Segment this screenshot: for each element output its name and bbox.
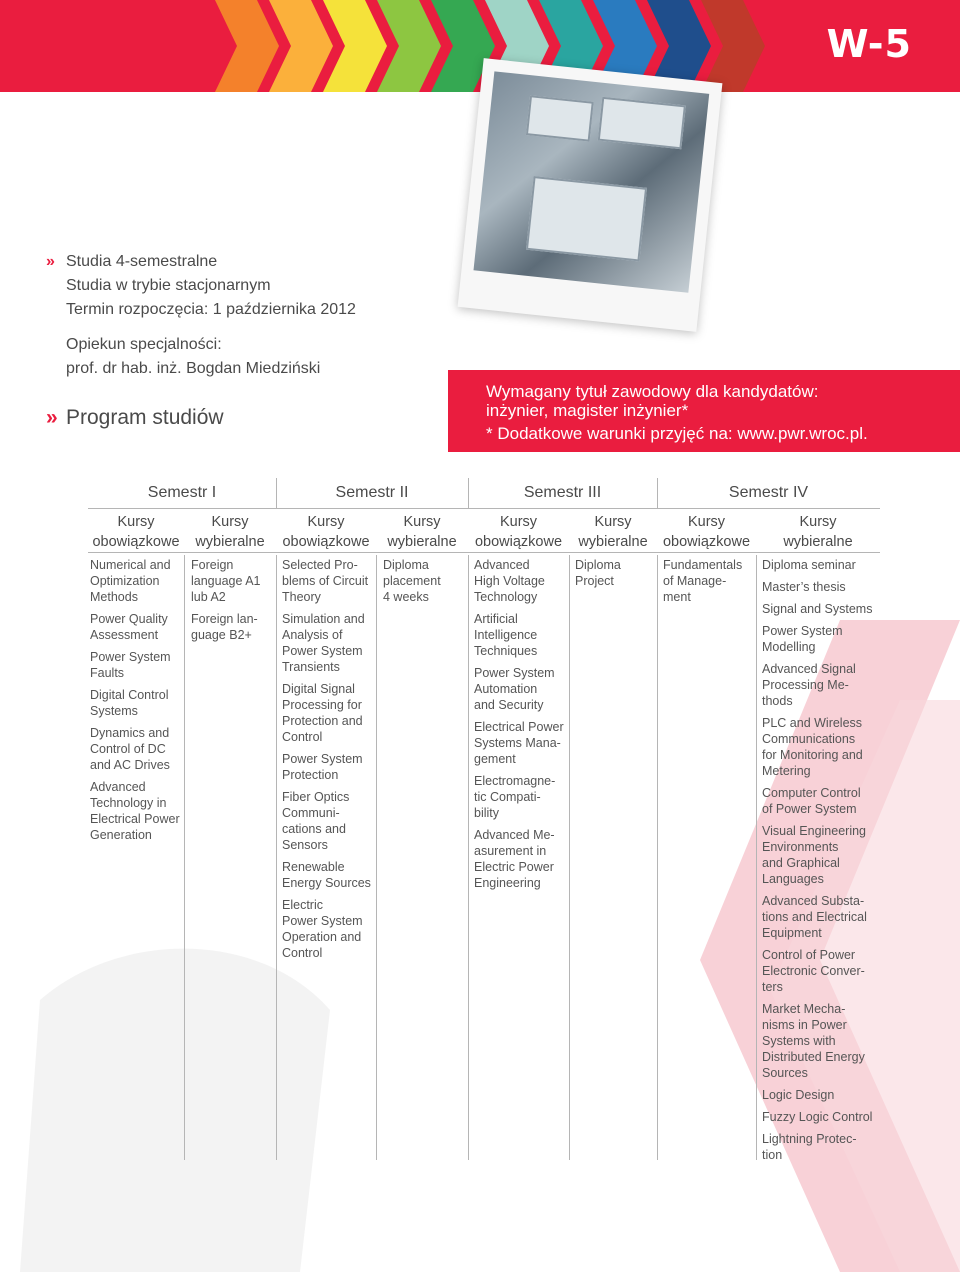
course-item: Numerical and Optimization Methods (90, 558, 171, 604)
course-item: Diploma Project (575, 558, 621, 588)
course-item: Advanced Me- asurement in Electric Power Engineering (474, 828, 555, 890)
requirements-line: Wymagany tytuł zawodowy dla kandydatów: (486, 382, 819, 401)
laboratory-photo (458, 58, 723, 332)
course-item: Selected Pro- blems of Circuit Theory (282, 558, 369, 604)
course-item: Digital Control Systems (90, 688, 169, 718)
header-divider (88, 508, 880, 509)
course-column (762, 557, 880, 1169)
course-item: Fiber Optics Communi- cations and Sensors (282, 790, 350, 852)
page-badge: W-5 (826, 22, 912, 66)
semester-divider (657, 478, 658, 508)
course-item: Master’s thesis (762, 580, 846, 594)
course-item: Renewable Energy Sources (282, 860, 371, 890)
course-item: Advanced Signal Processing Me- thods (762, 662, 856, 708)
requirements-link[interactable]: * Dodatkowe warunki przyjęć na: www.pwr.wroc.pl. (486, 424, 868, 443)
course-item: Foreign language A1 lub A2 (191, 558, 261, 604)
course-item: Logic Design (762, 1088, 835, 1102)
course-item: Lightning Protec- tion (762, 1132, 857, 1162)
course-column (282, 557, 376, 967)
program-title: » Program studiów (46, 406, 224, 429)
course-column (474, 557, 568, 897)
column-header: Kursy obowiązkowe (282, 514, 370, 550)
semester-heading: Semestr II (335, 484, 409, 501)
course-item: Power System Automation and Security (474, 666, 555, 712)
course-item: Electric Power System Operation and Control (282, 898, 363, 960)
course-item: Market Mecha- nisms in Power Systems with Distributed Energy Sources (762, 1002, 865, 1080)
column-header: Kursy wybieralne (783, 514, 853, 550)
course-item: Simulation and Analysis of Power System Transients (282, 612, 365, 674)
course-item: Advanced Technology in Electrical Power Generation (90, 780, 180, 842)
study-info-line: Studia w trybie stacjonarnym (66, 277, 271, 294)
requirements-line: inżynier, magister inżynier* (486, 401, 689, 420)
course-item: Advanced Substa- tions and Electrical Equipment (762, 894, 867, 940)
course-item: Electromagne- tic Compati- bility (474, 774, 556, 820)
course-item: Power System Protection (282, 752, 363, 782)
course-column (383, 557, 471, 611)
column-divider (756, 555, 757, 1160)
column-header: Kursy obowiązkowe (92, 514, 180, 550)
course-column (191, 557, 279, 649)
semester-heading: Semestr I (147, 484, 217, 501)
course-item: Visual Engineering Environments and Graphical Languages (762, 824, 867, 886)
study-info-line: Termin rozpoczęcia: 1 października 2012 (66, 301, 356, 318)
course-item: Artificial Intelligence Techniques (474, 612, 538, 658)
study-info (46, 250, 356, 381)
course-item: Dynamics and Control of DC and AC Drives (90, 726, 170, 772)
semester-heading: Semestr IV (728, 484, 809, 501)
requirements-box (448, 370, 960, 452)
oscilloscope-image (473, 71, 709, 292)
course-column (663, 557, 757, 611)
course-item: Diploma placement 4 weeks (383, 558, 441, 604)
column-divider (657, 555, 658, 1160)
semester-divider (276, 478, 277, 508)
double-chevron-icon: » (46, 406, 58, 429)
column-divider (569, 555, 570, 1160)
double-chevron-icon: » (46, 253, 55, 270)
semester-heading: Semestr III (523, 484, 602, 501)
course-item: Digital Signal Processing for Protection and Control (282, 682, 363, 744)
supervisor-label: Opiekun specjalności: (66, 336, 222, 353)
column-header: Kursy wybieralne (195, 514, 265, 550)
course-item: PLC and Wireless Communications for Monitoring and Metering (762, 716, 863, 778)
course-item: Power System Modelling (762, 624, 843, 654)
supervisor-name: prof. dr hab. inż. Bogdan Miedziński (66, 360, 321, 377)
course-item: Control of Power Electronic Conver- ters (762, 948, 865, 994)
column-divider (468, 555, 469, 1160)
column-header: Kursy wybieralne (387, 514, 457, 550)
course-item: Power System Faults (90, 650, 171, 680)
course-item: Signal and Systems (762, 602, 873, 616)
course-item: Advanced High Voltage Technology (474, 558, 545, 604)
column-divider (184, 555, 185, 1160)
course-item: Foreign lan- guage B2+ (191, 612, 258, 642)
column-header: Kursy obowiązkowe (662, 514, 751, 550)
course-column (575, 557, 659, 595)
course-item: Fuzzy Logic Control (762, 1110, 873, 1124)
column-header: Kursy obowiązkowe (474, 514, 563, 550)
column-divider (376, 555, 377, 1160)
course-column (90, 557, 184, 849)
semester-divider (468, 478, 469, 508)
course-item: Electrical Power Systems Mana- gement (474, 720, 564, 766)
course-item: Diploma seminar (762, 558, 856, 572)
course-item: Computer Control of Power System (762, 786, 861, 816)
course-item: Fundamentals of Manage- ment (663, 558, 743, 604)
study-info-line: » Studia 4-semestralne (66, 250, 356, 274)
column-header: Kursy wybieralne (578, 514, 648, 550)
header-divider (88, 552, 880, 553)
course-item: Power Quality Assessment (90, 612, 168, 642)
